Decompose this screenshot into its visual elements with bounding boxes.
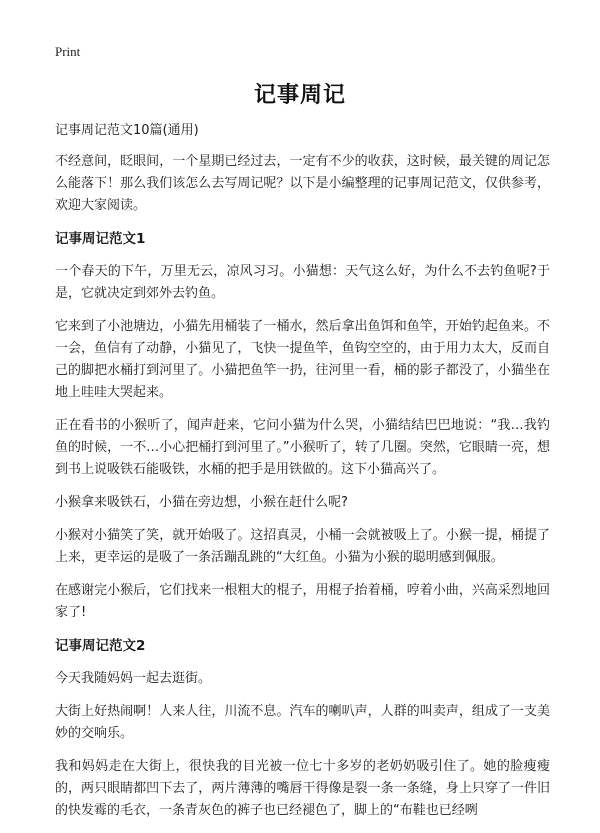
paragraph: 正在看书的小猴听了，闻声赶来，它问小猫为什么哭，小猫结结巴巴地说：“我…我钓鱼的时候，一不…小心把桶打到河里了。”小猴听了，转了几圈。突然，它眼睛一亮，想到书上说吸铁石能吸铁，水桶的把手是用铁做的。这下小猫高兴了。 [55, 418, 550, 477]
section-heading: 记事周记范文2 [55, 638, 146, 654]
paragraph: 它来到了小池塘边，小猫先用桶装了一桶水，然后拿出鱼饵和鱼竿，开始钓起鱼来。不一会，鱼信有了动静，小猫见了，飞快一提鱼竿，鱼钩空空的，由于用力太大，反而自己的脚把水桶打到河里了。小猫把鱼竿一扔，往河里一看，桶的影子都没了，小猫坐在地上哇哇大哭起来。 [55, 319, 550, 400]
print-link[interactable]: Print [55, 44, 81, 59]
page-title: 记事周记 [253, 83, 346, 108]
paragraph: 小猴拿来吸铁石，小猫在旁边想，小猴在赶什么呢? [55, 495, 348, 510]
paragraph: 我和妈妈走在大街上，很快我的目光被一位七十多岁的老奶奶吸引住了。她的脸瘦瘦的，两只眼睛都凹下去了，两片薄薄的嘴唇干得像是裂一条一条缝，身上只穿了一件旧的快发霉的毛衣，一条青灰色的裤子也已经褪色了，脚上的“布鞋也已经咧 [55, 759, 550, 818]
document-subtitle: 记事周记范文10篇(通用) [55, 123, 199, 138]
paragraph: 在感谢完小猴后，它们找来一根粗大的棍子，用棍子抬着桶，哼着小曲，兴高采烈地回家了! [55, 583, 550, 620]
paragraph: 今天我随妈妈一起去逛街。 [55, 671, 212, 686]
paragraph: 一个春天的下午，万里无云，凉风习习。小猫想：天气这么好，为什么不去钓鱼呢?于是，它就决定到郊外去钓鱼。 [55, 264, 550, 301]
section-heading: 记事周记范文1 [55, 231, 146, 247]
intro-paragraph: 不经意间，眨眼间，一个星期已经过去，一定有不少的收获，这时候，最关键的周记怎么能落下！那么我们该怎么去写周记呢？以下是小编整理的记事周记范文，仅供参考，欢迎大家阅读。 [55, 154, 550, 213]
paragraph: 小猴对小猫笑了笑，就开始吸了。这招真灵，小桶一会就被吸上了。小猴一提，桶提了上来，更幸运的是吸了一条活蹦乱跳的“大红鱼。小猫为小猴的聪明感到佩服。 [55, 528, 550, 565]
document-body [55, 120, 550, 833]
paragraph: 大街上好热闹啊！人来人往，川流不息。汽车的喇叭声，人群的叫卖声，组成了一支美妙的交响乐。 [55, 704, 550, 741]
